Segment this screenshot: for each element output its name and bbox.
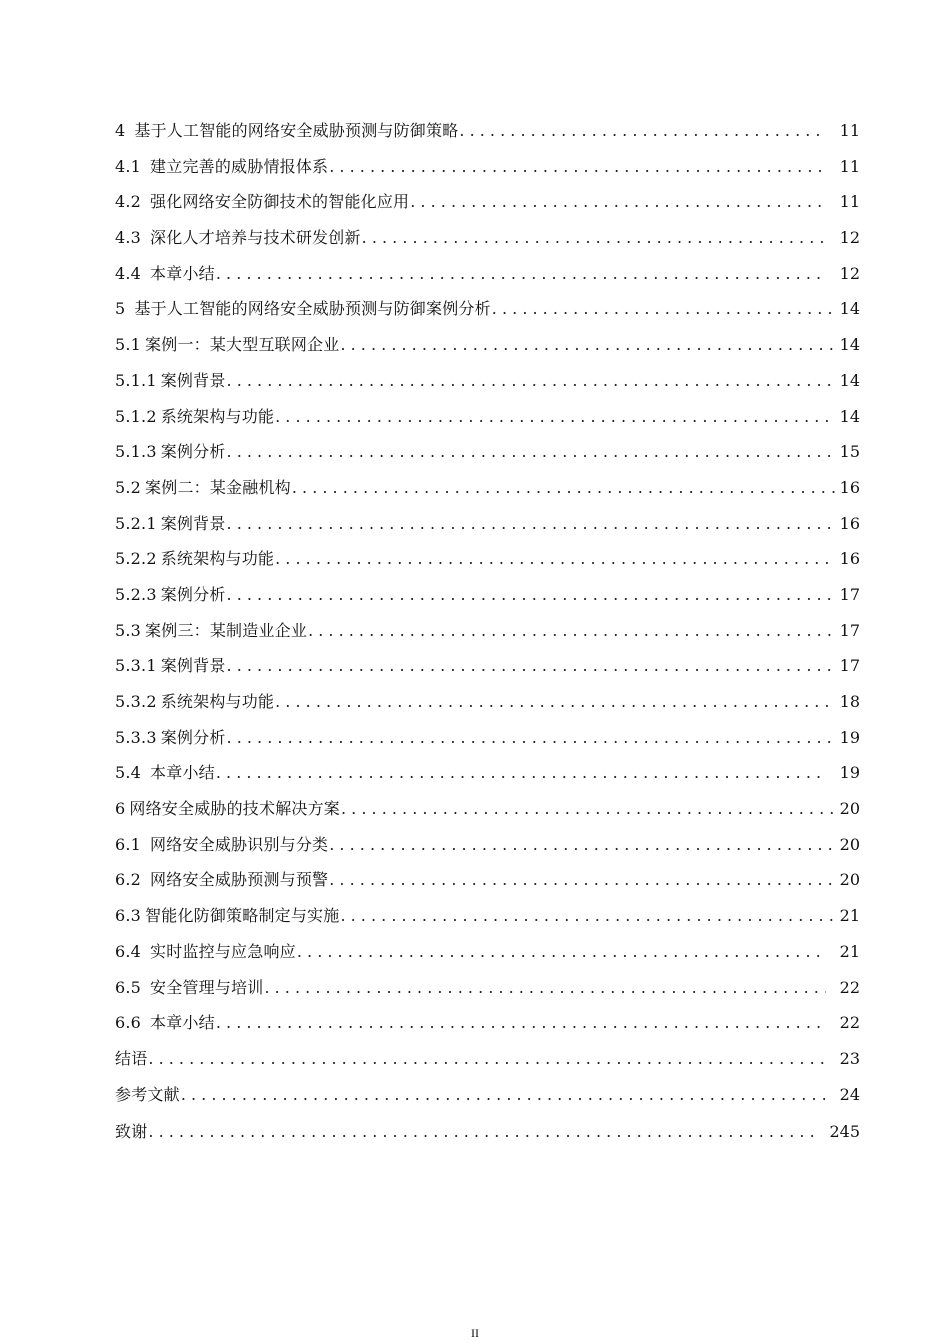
toc-entry-text: 深化人才培养与技术研发创新	[150, 228, 361, 248]
toc-entry-page: 22	[839, 977, 860, 997]
toc-entry-page: 17	[839, 656, 860, 676]
toc-entry-page: 12	[839, 263, 860, 283]
toc-entry-title	[115, 404, 274, 427]
toc-entry-number: 4.2	[115, 192, 142, 212]
toc-dot-leader	[216, 763, 826, 782]
toc-entry[interactable]	[115, 689, 860, 725]
toc-entry-page: 19	[839, 763, 860, 783]
toc-entry-title	[115, 368, 226, 391]
toc-entry-number: 5.2.2	[115, 549, 157, 569]
toc-entry-number: 4	[115, 121, 126, 140]
toc-entry-page: 16	[839, 549, 860, 569]
toc-entry-title	[115, 546, 274, 569]
toc-entry-title	[115, 796, 340, 819]
toc-entry-number: 5	[115, 299, 126, 319]
toc-entry[interactable]	[115, 332, 860, 368]
toc-entry[interactable]	[115, 760, 860, 796]
toc-entry[interactable]	[115, 296, 860, 332]
toc-entry-number: 5.1.2	[115, 406, 157, 426]
page-number-footer: II	[471, 1326, 479, 1340]
toc-dot-leader	[227, 585, 836, 604]
toc-entry-text: 智能化防御策略制定与实施	[145, 906, 340, 926]
toc-entry-title	[115, 261, 215, 284]
toc-entry-page: 245	[829, 1122, 860, 1142]
toc-entry-title	[115, 689, 274, 712]
toc-entry-page: 12	[839, 228, 860, 248]
toc-entry-page: 11	[839, 121, 860, 140]
toc-dot-leader	[216, 1013, 826, 1032]
toc-entry[interactable]	[115, 796, 860, 832]
toc-dot-leader	[216, 264, 826, 283]
toc-entry-title	[115, 903, 339, 926]
toc-entry-text: 案例二：某金融机构	[145, 477, 291, 497]
toc-entry[interactable]	[115, 1010, 860, 1046]
toc-entry-number: 5.2	[115, 477, 142, 497]
toc-entry-text: 本章小结	[150, 1013, 215, 1033]
toc-entry-text: 案例背景	[160, 370, 226, 390]
toc-entry-number: 5.3.3	[115, 727, 157, 747]
toc-entry[interactable]	[115, 725, 860, 761]
toc-entry[interactable]	[115, 368, 860, 404]
toc-entry-page: 14	[839, 370, 860, 390]
toc-entry-number: 4.1	[115, 156, 142, 176]
toc-entry[interactable]	[115, 404, 860, 440]
toc-entry-text: 建立完善的威胁情报体系	[150, 156, 329, 176]
toc-dot-leader	[340, 906, 836, 925]
toc-entry[interactable]	[115, 1117, 860, 1159]
toc-dot-leader	[410, 192, 826, 211]
toc-entry-text: 强化网络安全防御技术的智能化应用	[150, 192, 410, 212]
toc-entry-page: 18	[839, 692, 860, 711]
toc-entry-text: 系统架构与功能	[160, 549, 275, 569]
toc-dot-leader	[329, 157, 826, 176]
toc-entry[interactable]	[115, 582, 860, 618]
toc-entry-title	[115, 653, 226, 676]
toc-dot-leader	[308, 621, 836, 640]
toc-entry-page: 20	[839, 870, 860, 890]
toc-entry-text: 系统架构与功能	[160, 406, 275, 426]
toc-entry-page: 21	[839, 906, 860, 926]
toc-entry-text: 实时监控与应急响应	[150, 941, 296, 961]
toc-entry-page: 20	[839, 799, 860, 819]
toc-entry[interactable]	[115, 832, 860, 868]
toc-entry-title	[115, 475, 291, 498]
toc-entry[interactable]	[115, 225, 860, 261]
toc-entry-text: 安全管理与培训	[150, 977, 264, 997]
toc-entry-text: 本章小结	[150, 763, 215, 783]
toc-entry[interactable]	[115, 439, 860, 475]
toc-entry-text: 案例三：某制造业企业	[145, 620, 308, 640]
toc-entry-number: 5.1	[115, 335, 142, 355]
toc-dot-leader	[264, 978, 826, 997]
toc-entry-title	[115, 439, 226, 462]
toc-entry-number: 5.3.2	[115, 692, 157, 711]
toc-entry-number: 6.5	[115, 977, 142, 997]
toc-entry[interactable]	[115, 975, 860, 1011]
toc-entry-number: 5.1.3	[115, 442, 157, 462]
toc-entry-title	[115, 582, 226, 605]
toc-dot-leader	[459, 121, 826, 140]
toc-dot-leader	[148, 1049, 826, 1068]
toc-entry-page: 20	[839, 834, 860, 854]
toc-entry[interactable]	[115, 939, 860, 975]
toc-entry-number: 5.3.1	[115, 656, 157, 676]
toc-entry-number: 5.3	[115, 620, 142, 640]
toc-dot-leader	[329, 870, 836, 889]
toc-entry[interactable]	[115, 1046, 860, 1082]
toc-entry-number: 6.4	[115, 941, 142, 961]
toc-entry-page: 21	[839, 941, 860, 961]
toc-entry-page: 17	[839, 620, 860, 640]
toc-entry-title	[115, 975, 263, 998]
toc-entry-text: 案例背景	[160, 513, 226, 533]
toc-entry-number: 5.2.1	[115, 513, 157, 533]
toc-dot-leader	[362, 228, 826, 247]
toc-entry-page: 14	[839, 299, 860, 319]
toc-entry-text: 参考文献	[115, 1084, 180, 1104]
toc-dot-leader	[492, 299, 836, 318]
toc-dot-leader	[275, 692, 836, 711]
toc-entry-text: 系统架构与功能	[160, 692, 275, 711]
toc-entry-page: 17	[839, 584, 860, 604]
toc-entry-title	[115, 118, 458, 141]
toc-entry-text: 案例分析	[160, 584, 226, 604]
toc-entry-title	[115, 1046, 147, 1069]
toc-dot-leader	[227, 728, 836, 747]
toc-entry-page: 22	[839, 1013, 860, 1033]
toc-entry[interactable]	[115, 546, 860, 582]
toc-entry-title	[115, 511, 226, 534]
toc-entry-text: 网络安全威胁的技术解决方案	[129, 799, 340, 819]
toc-dot-leader	[341, 799, 836, 818]
toc-entry-title	[115, 939, 296, 962]
toc-entry[interactable]	[115, 903, 860, 939]
toc-entry[interactable]	[115, 1082, 860, 1118]
toc-dot-leader	[227, 656, 836, 675]
toc-entry-text: 案例分析	[160, 442, 226, 462]
toc-dot-leader	[227, 514, 836, 533]
toc-entry-number: 4.4	[115, 263, 142, 283]
toc-entry[interactable]	[115, 154, 860, 190]
toc-entry[interactable]	[115, 189, 860, 225]
toc-entry-title	[115, 225, 361, 248]
toc-entry-text: 案例分析	[160, 727, 226, 747]
toc-entry-title	[115, 618, 307, 641]
toc-entry-title	[115, 1082, 180, 1105]
toc-entry-number: 4.3	[115, 228, 142, 248]
toc-dot-leader	[329, 835, 836, 854]
toc-dot-leader	[148, 1122, 817, 1141]
toc-entry-number: 6.2	[115, 870, 142, 890]
toc-entry-number: 6.3	[115, 906, 142, 926]
toc-dot-leader	[340, 335, 836, 354]
toc-entry-page: 23	[839, 1048, 860, 1068]
toc-entry-number: 5.2.3	[115, 584, 157, 604]
toc-dot-leader	[297, 942, 826, 961]
toc-entry-text: 案例背景	[160, 656, 226, 676]
toc-entry-page: 11	[839, 192, 860, 212]
toc-entry-title	[115, 760, 215, 783]
toc-dot-leader	[275, 407, 836, 426]
toc-entry-page: 11	[839, 156, 860, 176]
toc-entry-page: 14	[839, 406, 860, 426]
toc-entry-page: 15	[839, 442, 860, 462]
toc-entry[interactable]	[115, 867, 860, 903]
toc-entry-page: 16	[839, 513, 860, 533]
toc-entry-title	[115, 1010, 215, 1033]
toc-entry-title	[115, 154, 328, 177]
toc-entry-title	[115, 867, 328, 890]
toc-entry[interactable]	[115, 511, 860, 547]
toc-entry-text: 案例一：某大型互联网企业	[145, 335, 340, 355]
toc-entry[interactable]	[115, 618, 860, 654]
toc-dot-leader	[292, 478, 836, 497]
toc-entry-text: 致谢	[115, 1122, 148, 1142]
toc-dot-leader	[227, 442, 836, 461]
toc-entry-number: 5.4	[115, 763, 142, 783]
toc-dot-leader	[181, 1085, 826, 1104]
toc-entry-text: 基于人工智能的网络安全威胁预测与防御策略	[134, 121, 459, 140]
toc-entry-title	[115, 832, 328, 855]
toc-entry[interactable]	[115, 261, 860, 297]
toc-entry-page: 16	[839, 477, 860, 497]
toc-entry-number: 6.1	[115, 834, 142, 854]
toc-dot-leader	[227, 371, 836, 390]
table-of-contents	[115, 118, 860, 1159]
toc-entry[interactable]	[115, 118, 860, 154]
toc-entry-title	[115, 725, 226, 748]
toc-entry-title	[115, 296, 491, 319]
toc-entry-page: 19	[839, 727, 860, 747]
toc-entry[interactable]	[115, 653, 860, 689]
toc-entry-text: 结语	[115, 1048, 148, 1068]
toc-entry-title	[115, 1119, 147, 1142]
toc-entry-text: 网络安全威胁识别与分类	[150, 834, 329, 854]
toc-entry-text: 基于人工智能的网络安全威胁预测与防御案例分析	[134, 299, 491, 319]
toc-entry-text: 本章小结	[150, 263, 215, 283]
toc-entry[interactable]	[115, 475, 860, 511]
toc-dot-leader	[275, 549, 836, 568]
toc-entry-number: 5.1.1	[115, 370, 157, 390]
toc-entry-text: 网络安全威胁预测与预警	[150, 870, 329, 890]
toc-entry-title	[115, 332, 339, 355]
toc-entry-number: 6	[115, 799, 126, 819]
toc-entry-number: 6.6	[115, 1013, 142, 1033]
toc-entry-page: 14	[839, 335, 860, 355]
toc-entry-page: 24	[839, 1084, 860, 1104]
toc-entry-title	[115, 189, 409, 212]
